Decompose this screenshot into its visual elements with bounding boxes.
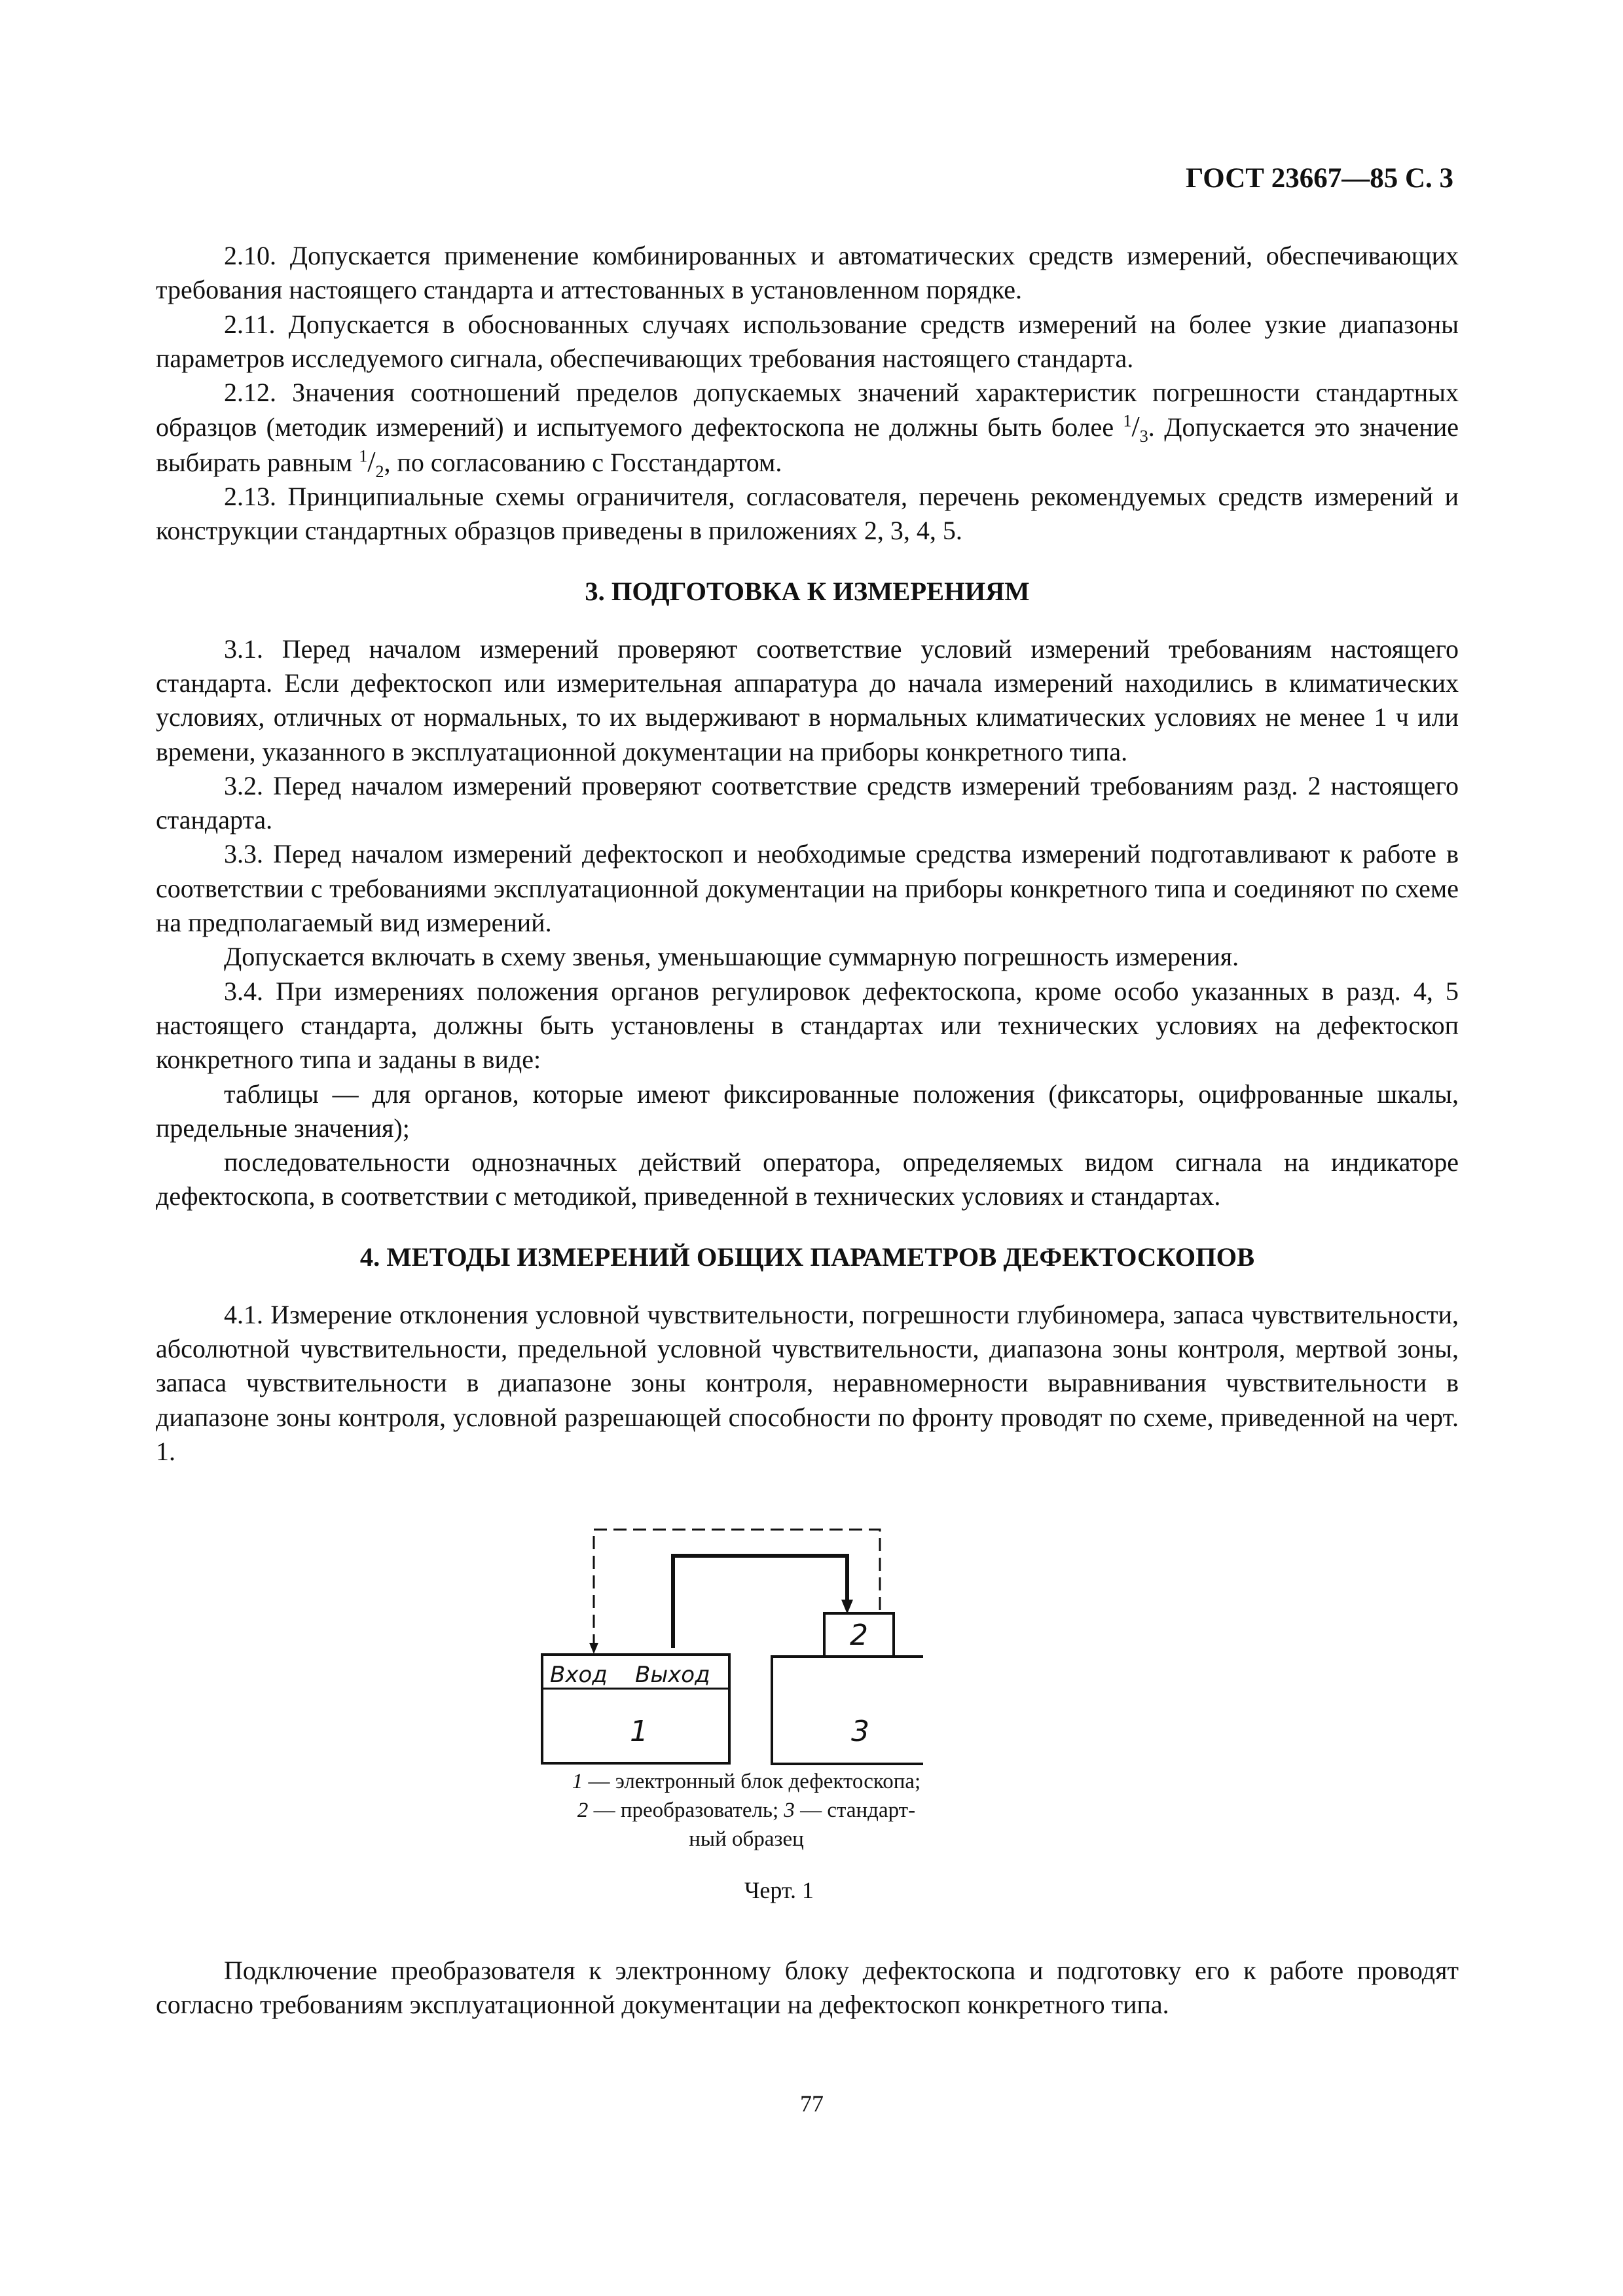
page-number: 77 [800,2090,824,2117]
caption-line: ный образец [689,1827,804,1851]
fraction-numerator: 1 [1123,412,1132,431]
caption-line: 2 — преобразователь; 3 — стандарт- [577,1799,916,1822]
paragraph-3-3: 3.3. Перед началом измерений дефектоскоп и необходимые средства измерений подготавливают к работе в соответствии с требованиями эксплуатационной документации на приборы конкретного типа и соединяют по схеме на предполагаемый вид измерений. [156,839,1459,938]
paragraph-3-1: 3.1. Перед началом измерений проверяют соответствие условий измерений требованиям настоящего стандарта. Если дефектоскоп или измерительная аппаратура до начала измерений находились в климатических условиях, отличных от нормальных, то их выдерживают в нормальных климатических условиях не менее 1 ч или времени, указанного в эксплуатационной документации на приборы конкретного типа. [156,634,1459,766]
solid-arrowhead [841,1600,853,1614]
paragraph-connection: Подключение преобразователя к электронному блоку дефектоскопа и подготовку его к работе проводят согласно требованиям эксплуатационной документации на дефектоскоп конкретного типа. [156,1956,1459,2020]
section-heading-3: 3. ПОДГОТОВКА К ИЗМЕРЕНИЯМ [585,576,1030,606]
dashed-connection-line [594,1530,880,1649]
fraction-one-third: $^1/_3$ [1123,410,1148,446]
paragraph-3-4-sequence: последовательности однозначных действий оператора, определяемых видом сигнала на индикаторе дефектоскопа, в соответствии с методикой, приведенной в технических условиях и стандартах. [156,1147,1459,1211]
paragraph-3-4-table: таблицы — для органов, которые имеют фиксированные положения (фиксаторы, оцифрованные шкалы, предельные значения); [156,1079,1459,1143]
block-3-number: 3 [851,1715,869,1748]
page-header: ГОСТ 23667—85 С. 3 [1185,163,1453,194]
block-1-number: 1 [630,1715,648,1748]
post-figure-text [156,1954,1459,2022]
paragraph-2-13: 2.13. Принципиальные схемы ограничителя, согласователя, перечень рекомендуемых средств измерений и конструкции стандартных образцов приведены в приложениях 2, 3, 4, 5. [156,482,1459,546]
paragraph-2-12-part1: 2.12. Значения соотношений пределов допускаемых значений характеристик погрешности стандартных образцов (методик измерений) и испытуемого дефектоскопа не должны быть более [156,378,1459,442]
paragraph-3-4: 3.4. При измерениях положения органов регулировок дефектоскопа, кроме особо указанных в разд. 4, 5 настоящего стандарта, должны быть установлены в стандартах или технических условиях на дефектоскоп конкретного типа и заданы в виде: [156,976,1459,1075]
paragraph-2-12-part2: . Допускается это значение выбирать равным [156,412,1459,477]
paragraph-2-12 [156,376,1459,480]
fraction-numerator: 1 [359,446,368,466]
paragraph-2-11: 2.11. Допускается в обоснованных случаях использование средств измерений на более узкие диапазоны параметров исследуемого сигнала, обеспечивающих требования настоящего стандарта. [156,309,1459,373]
dashed-arrowhead [589,1643,598,1654]
section-heading-4: 4. МЕТОДЫ ИЗМЕРЕНИЙ ОБЩИХ ПАРАМЕТРОВ ДЕФЕКТОСКОПОВ [359,1242,1255,1272]
paragraph-2-12-part3: , по согласованию с Госстандартом. [384,447,782,477]
fraction-denominator: 2 [375,461,384,481]
figure-title: Черт. 1 [744,1877,814,1903]
block-2-number: 2 [850,1619,868,1652]
caption-line: 1 — электронный блок дефектоскопа; [572,1770,921,1793]
main-content [156,239,1459,1469]
output-label: Выход [635,1662,710,1688]
fraction-one-half: $^1/_2$ [359,445,384,481]
input-label: Вход [550,1662,608,1688]
fraction-denominator: 3 [1139,427,1148,446]
solid-connection-line [673,1556,847,1648]
paragraph-4-1: 4.1. Измерение отклонения условной чувствительности, погрешности глубиномера, запаса чувствительности, абсолютной чувствительности, предельной условной чувствительности, диапазона зоны контроля, мертвой зоны, запаса чувствительности в диапазоне зоны контроля, неравномерности выравнивания чувствительности в диапазоне зоны контроля, условной разрешающей способности по фронту проводят по схеме, приведенной на черт. 1. [156,1299,1459,1466]
paragraph-3-2: 3.2. Перед началом измерений проверяют соответствие средств измерений требованиям разд. 2 настоящего стандарта. [156,770,1459,835]
figure-caption [511,1767,982,1854]
paragraph-2-10: 2.10. Допускается применение комбинированных и автоматических средств измерений, обеспечивающих требования настоящего стандарта и аттестованных в установленном порядке. [156,241,1459,305]
block-3-reference-sample [772,1657,923,1764]
paragraph-3-3-note: Допускается включать в схему звенья, уменьшающие суммарную погрешность измерения. [224,942,1239,972]
block-diagram [530,1518,923,1767]
